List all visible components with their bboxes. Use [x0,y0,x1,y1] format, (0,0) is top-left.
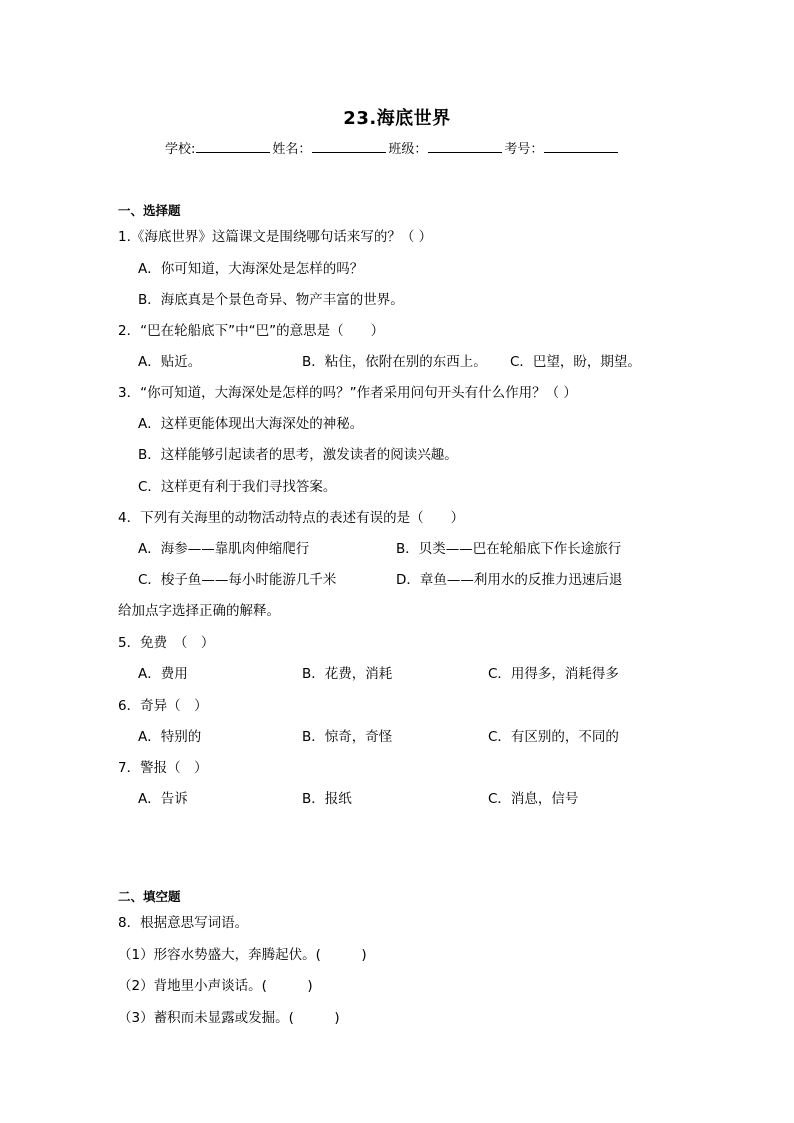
question-7: 7．警报（ ） [118,760,208,776]
question-3: 3．“你可知道，大海深处是怎样的吗？”作者采用问句开头有什么作用？（ ） [118,385,577,401]
q1-option-a: A．你可知道，大海深处是怎样的吗？ [138,261,364,277]
name-label: 姓名： [272,142,312,157]
name-blank[interactable] [312,138,386,153]
q8-sub-2: （2）背地里小声谈话。( ) [118,978,313,994]
instruction-text: 给加点字选择正确的解释。 [118,603,280,619]
q8-sub-3: （3）蓄积而未显露或发掘。( ) [118,1010,340,1026]
q3-option-a: A．这样更能体现出大海深处的神秘。 [138,416,364,432]
exam-number-label: 考号： [504,142,544,157]
section-heading-fill: 二、填空题 [118,889,181,904]
q4-option-d: D．章鱼——利用水的反推力迅速后退 [396,572,623,588]
school-blank[interactable] [196,138,270,153]
question-4: 4．下列有关海里的动物活动特点的表述有误的是（ ） [118,510,465,526]
class-blank[interactable] [428,138,502,153]
student-info-line [165,138,620,157]
school-label: 学校: [165,142,196,157]
q2-option-a: A．贴近。 [138,354,202,370]
question-5: 5．免费 （ ） [118,635,215,651]
question-2: 2．“巴在轮船底下”中“巴”的意思是（ ） [118,323,385,339]
q6-option-a: A．特别的 [138,729,202,745]
question-6: 6．奇异（ ） [118,698,208,714]
q6-option-c: C．有区别的，不同的 [488,729,619,745]
q2-option-c: C．巴望，盼，期望。 [510,354,641,370]
class-label: 班级： [388,142,428,157]
q7-option-c: C．消息，信号 [488,791,579,807]
q4-option-b: B．贝类——巴在轮船底下作长途旅行 [396,541,622,557]
q4-option-c: C．梭子鱼——每小时能游几千米 [138,572,337,588]
question-1: 1.《海底世界》这篇课文是围绕哪句话来写的？（ ） [118,229,433,245]
q6-option-b: B．惊奇，奇怪 [302,729,393,745]
q7-option-b: B．报纸 [302,791,352,807]
q1-option-b: B．海底真是个景色奇异、物产丰富的世界。 [138,292,404,308]
q2-option-b: B．粘住，依附在别的东西上。 [302,354,487,370]
section-heading-choice: 一、选择题 [118,203,181,218]
q4-option-a: A．海参——靠肌肉伸缩爬行 [138,541,310,557]
q5-option-c: C．用得多，消耗得多 [488,666,619,682]
q5-option-a: A．费用 [138,666,188,682]
q3-option-b: B．这样能够引起读者的思考，激发读者的阅读兴趣。 [138,447,458,463]
q3-option-c: C．这样更有利于我们寻找答案。 [138,479,337,495]
q7-option-a: A．告诉 [138,791,188,807]
question-8: 8．根据意思写词语。 [118,915,249,931]
q5-option-b: B．花费，消耗 [302,666,393,682]
page-title: 23.海底世界 [343,108,451,129]
exam-number-blank[interactable] [544,138,618,153]
q8-sub-1: （1）形容水势盛大，奔腾起伏。( ) [118,947,367,963]
